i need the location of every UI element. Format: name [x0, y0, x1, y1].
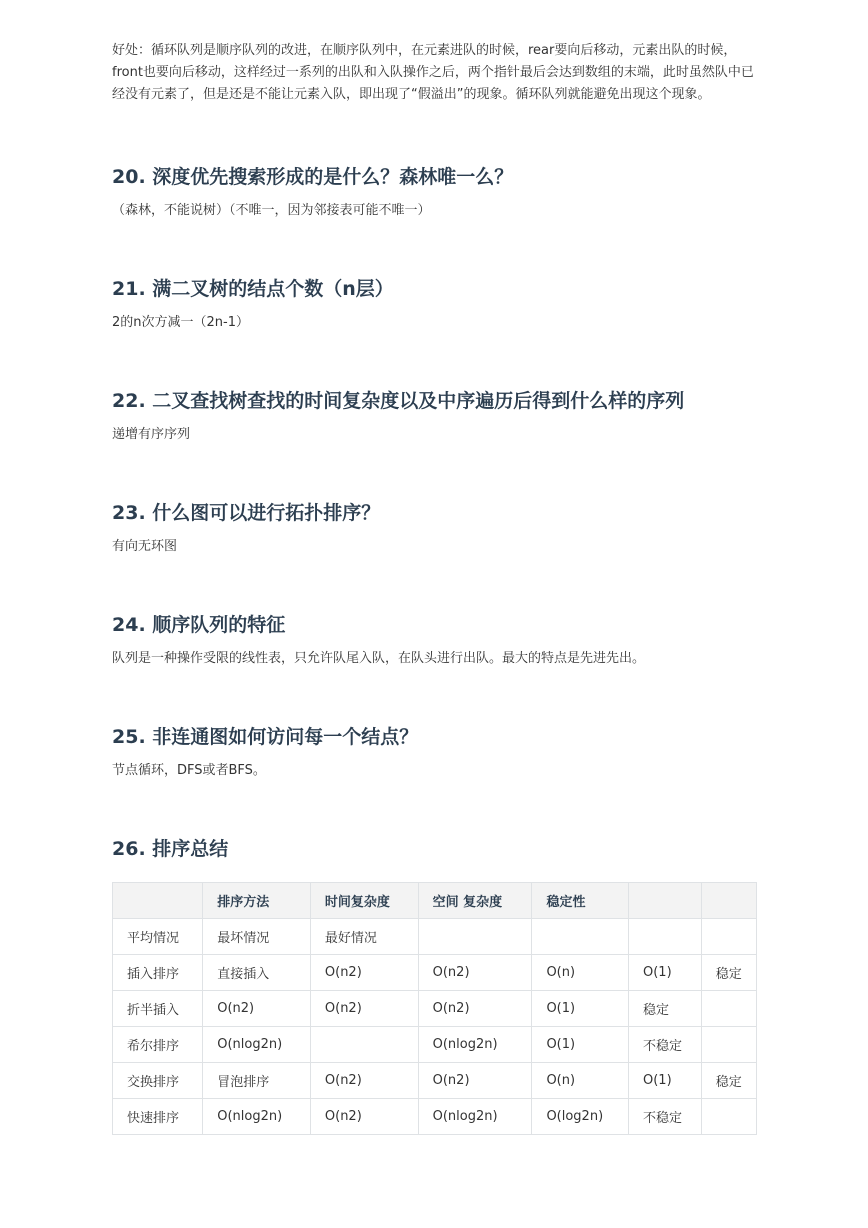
table-cell: 交换排序 [113, 1063, 203, 1099]
header-cell: 稳定性 [532, 883, 629, 919]
table-cell: 稳定 [701, 955, 756, 991]
table-cell: 插入排序 [113, 955, 203, 991]
section-20-heading: 20. 深度优先搜索形成的是什么？森林唯一么？ [112, 166, 514, 188]
table-cell: 不稳定 [629, 1099, 702, 1135]
section-25-heading: 25. 非连通图如何访问每一个结点？ [112, 726, 419, 748]
table-cell [310, 1027, 418, 1063]
table-header-row [113, 883, 757, 919]
header-cell: 空间 复杂度 [418, 883, 532, 919]
table-cell: 最坏情况 [203, 919, 311, 955]
section-26-heading: 26. 排序总结 [112, 838, 229, 860]
table-cell [418, 919, 532, 955]
table-cell: O(n2) [418, 1063, 532, 1099]
table-cell [701, 991, 756, 1027]
table-cell: 最好情况 [310, 919, 418, 955]
table-cell: 折半插入 [113, 991, 203, 1027]
intro-paragraph: 好处：循环队列是顺序队列的改进，在顺序队列中，在元素进队的时候，rear要向后移动，元素出队的时候，front也要向后移动，这样经过一系列的出队和入队操作之后，两个指针最后会达到数组的末端，此时虽然队中已经没有元素了，但是还是不能让元素入队，即出现了“假溢出”的现象。循环队列就能避免出现这个现象。 [112, 43, 754, 102]
table-cell: 冒泡排序 [203, 1063, 311, 1099]
section-23-heading: 23. 什么图可以进行拓扑排序？ [112, 502, 381, 524]
header-cell: 时间复杂度 [310, 883, 418, 919]
table-cell: O(n2) [310, 1063, 418, 1099]
table-cell: O(nlog2n) [203, 1027, 311, 1063]
table-cell: O(n) [532, 955, 629, 991]
table-cell: O(1) [532, 991, 629, 1027]
table-row [113, 919, 757, 955]
sorting-summary-table [112, 882, 757, 1135]
table-cell: O(1) [532, 1027, 629, 1063]
table-cell: O(n2) [418, 955, 532, 991]
table-cell: 快速排序 [113, 1099, 203, 1135]
table-cell: O(n2) [310, 1099, 418, 1135]
table-cell: 希尔排序 [113, 1027, 203, 1063]
table-cell: O(n2) [310, 955, 418, 991]
section-21-heading: 21. 满二叉树的结点个数（n层） [112, 278, 394, 300]
section-25-body: 节点循环，DFS或者BFS。 [112, 763, 266, 778]
section-20-body: （森林，不能说树）（不唯一，因为邻接表可能不唯一） [112, 203, 431, 218]
table-cell: O(1) [629, 1063, 702, 1099]
table-cell [629, 919, 702, 955]
table-cell: O(nlog2n) [418, 1027, 532, 1063]
table-cell [701, 1099, 756, 1135]
table-cell: O(1) [629, 955, 702, 991]
section-24-body: 队列是一种操作受限的线性表，只允许队尾入队，在队头进行出队。最大的特点是先进先出。 [112, 651, 646, 666]
header-cell [701, 883, 756, 919]
section-23-body: 有向无环图 [112, 539, 178, 554]
table-cell [532, 919, 629, 955]
table-cell: 稳定 [629, 991, 702, 1027]
section-24-heading: 24. 顺序队列的特征 [112, 614, 286, 636]
header-cell [629, 883, 702, 919]
header-cell: 排序方法 [203, 883, 311, 919]
table-row [113, 1027, 757, 1063]
section-25 [112, 724, 758, 781]
table-cell: O(nlog2n) [203, 1099, 311, 1135]
table-cell: O(log2n) [532, 1099, 629, 1135]
table-cell: 稳定 [701, 1063, 756, 1099]
section-21-body: 2的n次方减一（2n-1） [112, 315, 249, 330]
table-cell: O(n2) [310, 991, 418, 1027]
table-cell: O(n2) [203, 991, 311, 1027]
table-cell: 平均情况 [113, 919, 203, 955]
section-22 [112, 388, 758, 445]
table-cell [701, 919, 756, 955]
table-cell: O(n2) [418, 991, 532, 1027]
table-cell: 直接插入 [203, 955, 311, 991]
header-cell [113, 883, 203, 919]
section-24 [112, 612, 758, 669]
section-26 [112, 836, 758, 1135]
table-cell: 不稳定 [629, 1027, 702, 1063]
table-row [113, 1063, 757, 1099]
table-row [113, 1099, 757, 1135]
table-cell: O(n) [532, 1063, 629, 1099]
section-21 [112, 276, 758, 333]
document-page [112, 40, 758, 1135]
table-cell [701, 1027, 756, 1063]
table-row [113, 991, 757, 1027]
table-cell: O(nlog2n) [418, 1099, 532, 1135]
table-row [113, 955, 757, 991]
section-22-heading: 22. 二叉查找树查找的时间复杂度以及中序遍历后得到什么样的序列 [112, 390, 685, 412]
section-22-body: 递增有序序列 [112, 427, 191, 442]
section-20 [112, 164, 758, 221]
section-23 [112, 500, 758, 557]
